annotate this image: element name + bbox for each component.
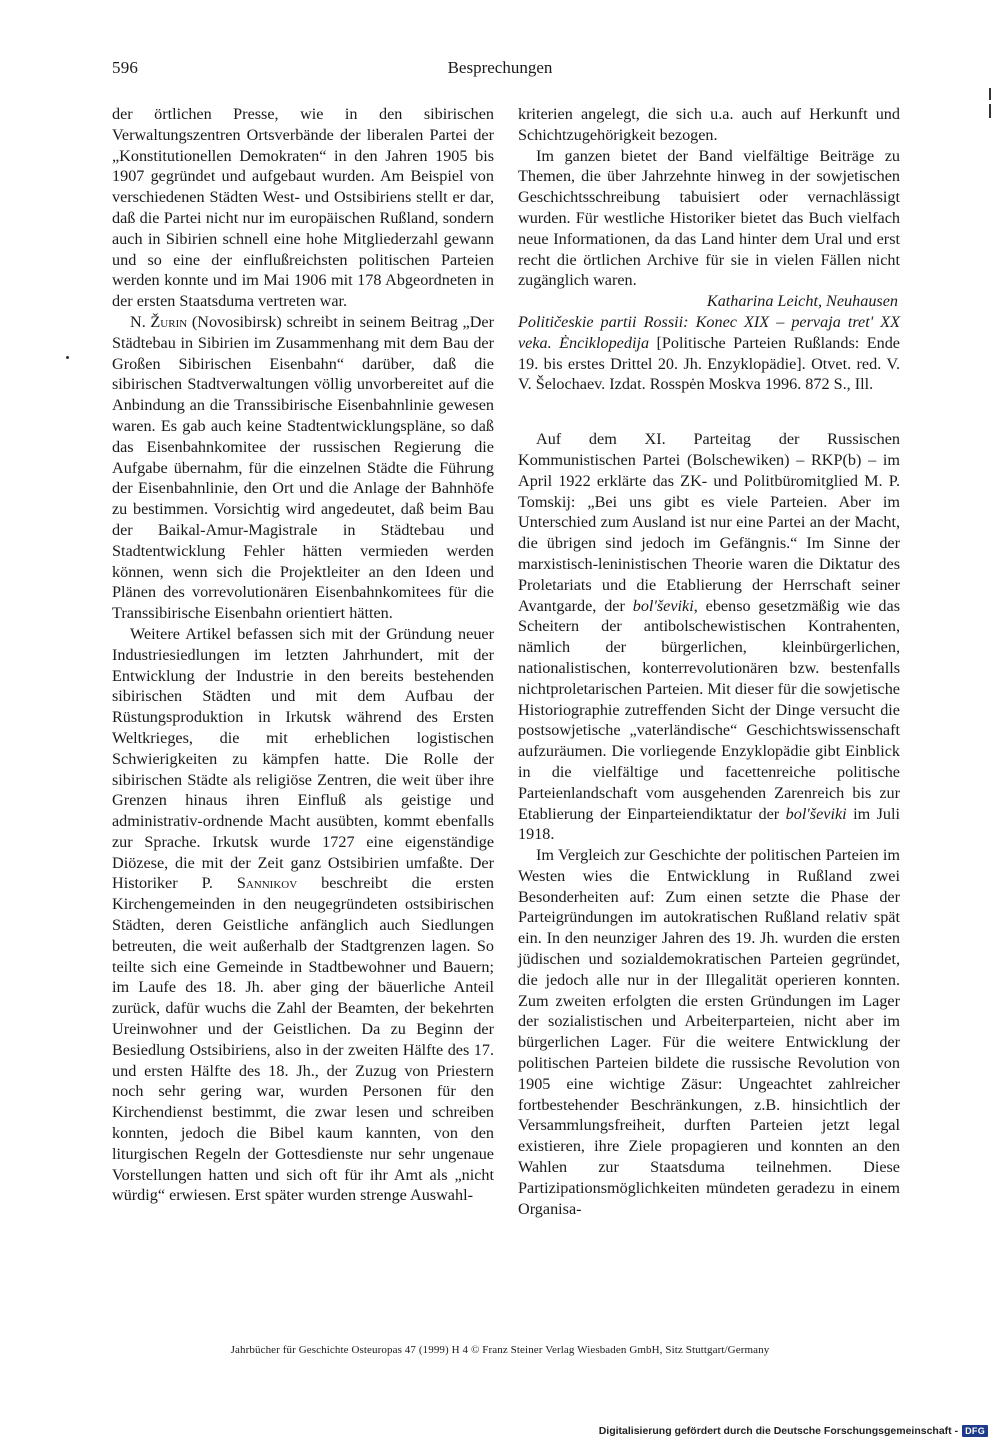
paragraph: kriterien angelegt, die sich u.a. auch auf Herkunft und Schichtzugehörigkeit bezogen. [518,105,900,144]
italic-term: bol'ševiki [785,804,847,823]
scan-mark [989,88,991,100]
italic-term: bol'ševiki [632,596,694,615]
book-title: Političeskie partii Rossii: Konec XIX – pervaja tret' XX veka. Ėnciklopedija [518,312,900,352]
review-title [518,312,900,395]
digitization-text: Digitalisierung gefördert durch die Deutsche Forschungsgemeinschaft - [598,1425,959,1437]
reviewer-signature: Katharina Leicht, Neuhausen [706,292,898,311]
paragraph-text: Auf dem XI. Parteitag der Russischen Kommunistischen Partei (Bolschewiken) – RKP(b) – im April 1922 erklärte das ZK- und Politbüromitglied M. P. Tomskij: „Bei uns gibt es viele Parteien. Aber im Unterschied zum Ausland ist nur eine Partei an der Macht, die übrigen sind jedoch im Gefängnis.“ Im Sinne der marxistisch-leninistischen Theorie waren die Diktatur des Proletariats und die Etablierung der Herrschaft seiner Avantgarde, der [518,430,900,615]
paragraph-text: im Juli 1918. [518,804,901,844]
author-name: P. Sannikov [201,874,298,893]
book-details: [Politische Parteien Rußlands: Ende 19. bis erstes Drittel 20. Jh. Enzyklopädie]. Otvet. red. V. V. Šelochaev. Izdat. Rosspėn Moskva 1996. 872 S., Ill. [518,333,900,394]
dfg-logo: DFG [962,1425,988,1437]
paragraph-text: , ebenso gesetzmäßig wie das Scheitern der antibolschewistischen Kontrahenten, nämlich der bürgerlichen, kleinbürgerlichen, nationalistischen, konterrevolutionären bzw. bestenfalls nichtproletarischen Parteien. Mit dieser für die sowjetische Historiographie zutreffenden Sicht der Dinge versucht die postsowjetische „vaterländische“ Geschichtswissenschaft aufzuräumen. Die vorliegende Enzyklopädie gibt Einblick in die vielfältige und facettenreiche politische Parteienlandschaft vom ausgehenden Zarenreich bis zur Etablierung der Einparteiendiktatur der [518,596,900,823]
paragraph-text: (Novosibirsk) schreibt in seinem Beitrag „Der Städtebau in Sibirien im Zusammenhang mit dem Bau der Großen Sibirischen Eisenbahn“ darüber, daß die sibirischen Stadtverwaltungen völlig unvorbereitet auf die Anbindung an die Transsibirische Eisenbahnlinie gewesen waren. Es gab auch keine Stadtentwicklungspläne, so daß das Eisenbahnkomitee der russischen Regierung die Aufgabe übernahm, für die einzelnen Städte die Führung der Eisenbahnlinie, den Ort und die Anlage der Bahnhöfe zu bestimmen. Vorsichtig wird angedeutet, daß beim Bau der Baikal-Amur-Magistrale in Städtebau und Stadtentwicklung Fehler hätten vermieden werden können, wenn sich die Projektleiter an den Ideen und Plänen des vorrevolutionären Eisenbahnkomitees für die Transsibirische Eisenbahn orientiert hätten. [112,312,494,623]
author-name: N. Žurin [130,312,188,331]
page-number: 596 [112,58,139,77]
paragraph: Im ganzen bietet der Band vielfältige Beiträge zu Themen, die über Jahrzehnte hinweg in der sowjetischen Geschichtsschreibung tabuisiert oder vernachlässigt wurden. Für westliche Historiker bietet das Buch vielfach neue Informationen, da das Land hinter dem Ural und erst recht die örtlichen Archive für sie in vielen Fällen nicht zugänglich waren. [518,146,900,290]
paragraph [112,624,494,1206]
left-column [112,104,494,1206]
paragraph: der örtlichen Presse, wie in den sibirischen Verwaltungszentren Ortsverbände der liberalen Partei der „Konstitutionellen Demokraten“ in den Jahren 1905 bis 1907 gegründet und aufgebaut wurden. Am Beispiel von verschiedenen Städten West- und Ostsibiriens stellt er dar, daß die Partei nicht nur im europäischen Rußland, sondern auch in Sibirien schnell eine hohe Mitgliederzahl gewann und so eine der einflußreichsten politischen Parteien werden konnte und im Mai 1906 mit 178 Abgeordneten in der ersten Staatsduma vertreten war. [112,105,494,311]
running-head: Besprechungen [447,58,553,77]
paragraph [112,312,494,624]
paragraph: Im Vergleich zur Geschichte der politischen Parteien im Westen wies die Entwicklung in Rußland zwei Besonderheiten auf: Zum einen setzte die Phase der Parteigründungen im autokratischen Rußland relativ spät ein. In den neunziger Jahren des 19. Jh. wurden die ersten jüdischen und sozialdemokratischen Parteien gegründet, die jedoch alle nur in der Illegalität operieren konnten. Zum zweiten erfolgten die ersten Gründungen im Lager der sozialistischen und Arbeiterparteien, nicht aber im bürgerlichen Lager. Für die weitere Entwicklung der politischen Parteien bildete die russische Revolution von 1905 eine wichtige Zäsur: Ungeachtet zahlreicher fortbestehender Beschränkungen, z.B. hinsichtlich der Versammlungsfreiheit, durften Parteien jetzt legal existieren, ihre Ziele propagieren und konnten an den Wahlen zur Staatsduma teilnehmen. Diese Partizipationsmöglichkeiten mündeten geradezu in einem Organisa- [518,846,900,1218]
footer-citation: Jahrbücher für Geschichte Osteuropas 47 (1999) H 4 © Franz Steiner Verlag Wiesbaden GmbH, Sitz Stuttgart/Germany [230,1344,770,1356]
section-spacer [518,395,900,429]
scan-mark [989,104,991,118]
digitization-note [599,1425,988,1437]
paragraph-text: Weitere Artikel befassen sich mit der Gründung neuer Industriesiedlungen im letzten Jahrhundert, mit der Entwicklung der Industrie in den bereits bestehenden sibirischen Städten und mit dem Aufbau der Rüstungsproduktion in Irkutsk während des Ersten Weltkrieges, die mit erheblichen logistischen Schwierigkeiten zu kämpfen hatte. Die Rolle der sibirischen Städte als religiöse Zentren, die weit über ihre Grenzen hinaus ihren Einfluß als geistige und administrativ-ordnende Macht ausübten, kommt ebenfalls zur Sprache. Irkutsk wurde 1727 eine eigenständige Diözese, die mit der Zeit ganz Ostsibirien umfaßte. Der Historiker [112,624,494,893]
paragraph [518,429,900,845]
paragraph-text: beschreibt die ersten Kirchengemeinden in den neugegründeten ostsibirischen Städten, deren Geistliche anfänglich auch Siedlungen betreuten, die weit außerhalb der Stadtgrenzen lagen. So teilte sich eine Gemeinde in Stadtbewohner und Bauern; im Laufe des 18. Jh. aber ging der bäuerliche Anteil zurück, dafür wuchs die Zahl der Beamten, der bekehrten Ureinwohner und der Geistlichen. Da zu Beginn der Besiedlung Ostsibiriens, also in der zweiten Hälfte des 17. und ersten Hälfte des 18. Jh., der Zuzug von Priestern noch sehr gering war, wurden Personen für den Kirchendienst bestimmt, die zwar lesen und schreiben konnten, jedoch die Bibel kaum kannten, von den liturgischen Regeln der Gottesdienste nur sehr ungenaue Vorstellungen hatten und sich oft für ihr Amt als „nicht würdig“ erwiesen. Erst später wurden strenge Auswahl- [112,874,494,1205]
right-column [518,104,900,1219]
scan-mark [66,356,69,359]
